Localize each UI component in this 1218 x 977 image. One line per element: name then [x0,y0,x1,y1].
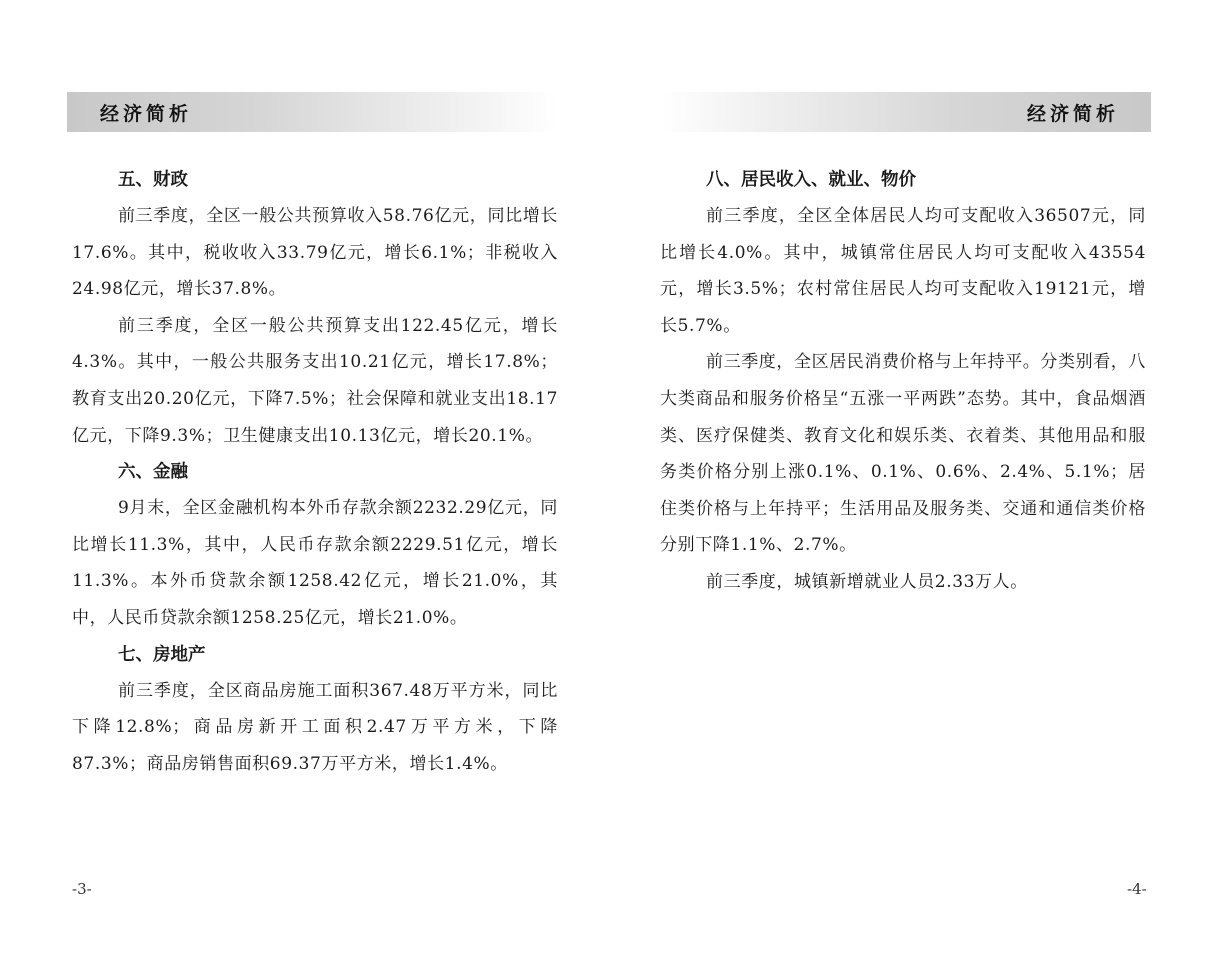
page-header-band [67,92,557,132]
paragraph-real-estate: 前三季度，全区商品房施工面积367.48万平方米，同比下降12.8%；商品房新开工面积2.47万平方米，下降87.3%；商品房销售面积69.37万平方米，增长1.4%。 [72,680,558,774]
paragraph-revenue: 前三季度，全区一般公共预算收入58.76亿元，同比增长17.6%。其中，税收收入33.79亿元，增长6.1%；非税收入24.98亿元，增长37.8%。 [72,206,558,300]
page-header-band [661,92,1151,132]
section-heading-banking: 六、金融 [118,462,188,483]
paragraph-income: 前三季度，全区全体居民人均可支配收入36507元，同比增长4.0%。其中，城镇常住居民人均可支配收入43554元，增长3.5%；农村常住居民人均可支配收入19121元，增长5.7%。 [660,206,1146,336]
paragraph-expenditure: 前三季度，全区一般公共预算支出122.45亿元，增长4.3%。其中，一般公共服务支出10.21亿元，增长17.8%；教育支出20.20亿元，下降7.5%；社会保障和就业支出18.17亿元，下降9.3%；卫生健康支出10.13亿元，增长20.1%。 [72,315,558,446]
page-header-title: 经济简析 [100,102,193,125]
paragraph-employment: 前三季度，城镇新增就业人员2.33万人。 [706,571,1028,592]
left-page-content [72,162,558,782]
section-heading-income-employment-prices: 八、居民收入、就业、物价 [706,170,916,190]
section-heading-real-estate: 七、房地产 [118,644,206,665]
paragraph-prices: 前三季度，全区居民消费价格与上年持平。分类别看，八大类商品和服务价格呈“五涨一平两跌”态势。其中，食品烟酒类、医疗保健类、教育文化和娱乐类、衣着类、其他用品和服务类价格分别上涨0.1%、0.1%、0.6%、2.4%、5.1%；居住类价格与上年持平；生活用品及服务类、交通和通信类价格分别下降1.1%、2.7%。 [660,352,1146,556]
page-number: -4- [1127,880,1147,898]
right-page-content [660,162,1146,601]
paragraph-deposits-loans: 9月末，全区金融机构本外币存款余额2232.29亿元，同比增长11.3%，其中，人民币存款余额2229.51亿元，增长11.3%。本外币贷款余额1258.42亿元，增长21.0%，其中，人民币贷款余额1258.25亿元，增长21.0%。 [72,498,558,628]
right-page [609,0,1218,977]
page-number: -3- [72,880,92,898]
section-heading-finance: 五、财政 [118,170,188,190]
page-header-title: 经济简析 [1026,102,1119,125]
